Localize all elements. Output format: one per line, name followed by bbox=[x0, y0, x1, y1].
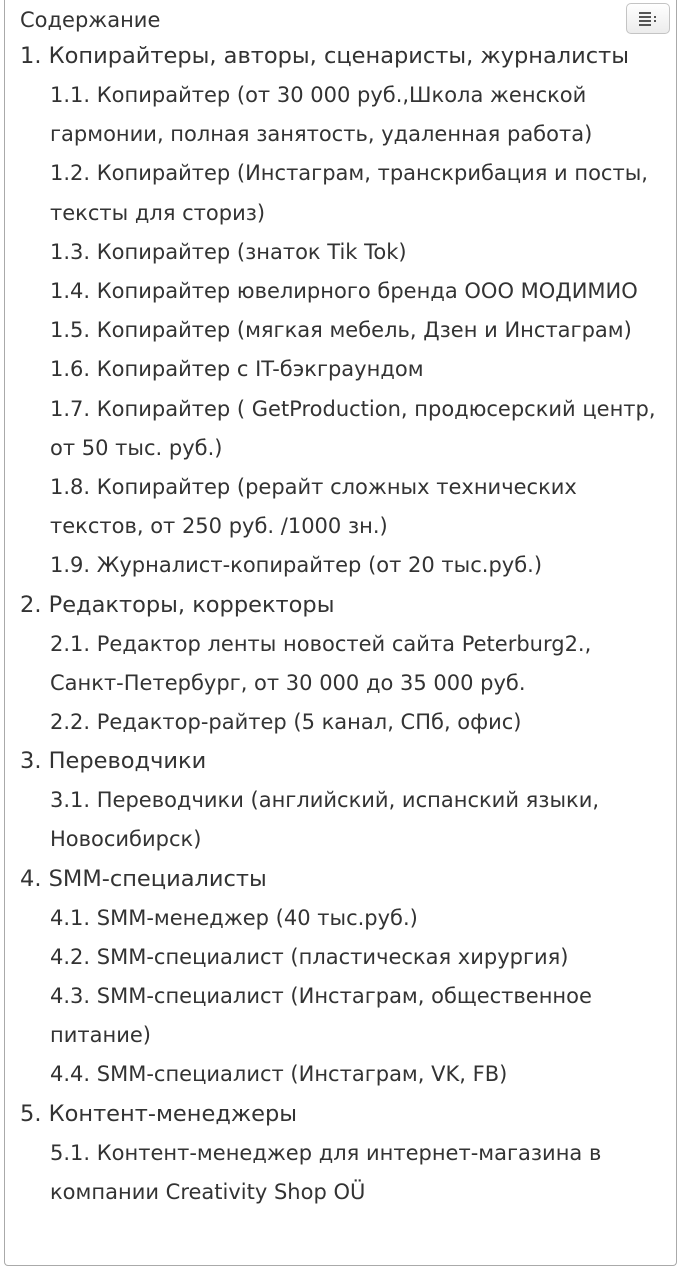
toc-subsection-link[interactable]: 4.2. SMM-специалист (пластическая хирургия) bbox=[50, 944, 569, 969]
toc-subsection-link[interactable]: 1.3. Копирайтер (знаток Tik Tok) bbox=[50, 239, 407, 264]
toc-subsection bbox=[5, 899, 670, 938]
toc-subsection-link[interactable]: 1.4. Копирайтер ювелирного бренда ООО МОДИМИО bbox=[50, 279, 638, 304]
toc-section bbox=[5, 1095, 670, 1212]
toc-subsection-link[interactable]: 1.2. Копирайтер (Инстаграм, транскрибация и посты, тексты для сториз) bbox=[50, 161, 648, 225]
toc-subsection bbox=[5, 977, 670, 1055]
toc-subsection bbox=[5, 390, 670, 468]
toc-title: Содержание bbox=[20, 8, 161, 32]
toc-section bbox=[5, 860, 670, 1095]
toc-subsection bbox=[5, 546, 670, 585]
toc-subsection-list bbox=[5, 899, 670, 1095]
toc-subsection-link[interactable]: 1.6. Копирайтер с IT-бэкграундом bbox=[50, 357, 424, 382]
toc-subsection bbox=[5, 154, 670, 232]
toc-subsection bbox=[5, 781, 670, 859]
toc-subsection bbox=[5, 233, 670, 272]
toc-subsection-link[interactable]: 5.1. Контент-менеджер для интернет-магазина в компании Creativity Shop OÜ bbox=[50, 1140, 602, 1204]
toc-subsection bbox=[5, 272, 670, 311]
toc-section-link[interactable]: 4. SMM-специалисты bbox=[20, 865, 267, 892]
toc-subsection bbox=[5, 311, 670, 350]
toc-subsection bbox=[5, 1055, 670, 1094]
toc-section-link[interactable]: 3. Переводчики bbox=[20, 748, 207, 775]
toc-subsection bbox=[5, 468, 670, 546]
toc-section bbox=[5, 37, 670, 586]
toc-subsection-link[interactable]: 1.1. Копирайтер (от 30 000 руб.,Школа женской гармонии, полная занятость, удаленная работа) bbox=[50, 83, 593, 147]
toc-section-link[interactable]: 2. Редакторы, корректоры bbox=[20, 591, 335, 618]
table-of-contents bbox=[4, 0, 677, 1266]
toc-subsection-link[interactable]: 4.1. SMM-менеджер (40 тыс.руб.) bbox=[50, 905, 418, 930]
toc-subsection-link[interactable]: 1.7. Копирайтер ( GetProduction, продюсерский центр, от 50 тыс. руб.) bbox=[50, 396, 656, 460]
toc-subsection bbox=[5, 1134, 670, 1212]
toc-subsection-link[interactable]: 4.4. SMM-специалист (Инстаграм, VK, FB) bbox=[50, 1062, 508, 1087]
toc-subsection bbox=[5, 625, 670, 703]
toc-subsection bbox=[5, 938, 670, 977]
list-icon bbox=[639, 12, 658, 26]
toc-list bbox=[5, 37, 670, 1212]
toc-subsection bbox=[5, 76, 670, 154]
toc-subsection bbox=[5, 350, 670, 389]
toc-subsection-link[interactable]: 1.8. Копирайтер (рерайт сложных технических текстов, от 250 руб. /1000 зн.) bbox=[50, 475, 577, 539]
toc-subsection-list bbox=[5, 625, 670, 743]
toc-subsection-link[interactable]: 2.2. Редактор-райтер (5 канал, СПб, офис) bbox=[50, 710, 522, 735]
toc-subsection-list bbox=[5, 76, 670, 586]
toc-subsection-link[interactable]: 3.1. Переводчики (английский, испанский языки, Новосибирск) bbox=[50, 788, 600, 852]
toc-toggle-button[interactable] bbox=[626, 3, 670, 34]
toc-subsection-list bbox=[5, 1134, 670, 1212]
toc-section-link[interactable]: 1. Копирайтеры, авторы, сценаристы, журналисты bbox=[20, 43, 630, 69]
toc-subsection bbox=[5, 703, 670, 742]
toc-subsection-link[interactable]: 1.9. Журналист-копирайтер (от 20 тыс.руб.) bbox=[50, 553, 543, 578]
toc-subsection-link[interactable]: 2.1. Редактор ленты новостей сайта Peterburg2., Санкт-Петербург, от 30 000 до 35 000 руб. bbox=[50, 631, 592, 695]
toc-section bbox=[5, 586, 670, 743]
toc-section bbox=[5, 742, 670, 859]
toc-subsection-list bbox=[5, 781, 670, 859]
toc-subsection-link[interactable]: 4.3. SMM-специалист (Инстаграм, общественное питание) bbox=[50, 984, 592, 1048]
toc-section-link[interactable]: 5. Контент-менеджеры bbox=[20, 1100, 298, 1127]
toc-subsection-link[interactable]: 1.5. Копирайтер (мягкая мебель, Дзен и Инстаграм) bbox=[50, 318, 632, 343]
